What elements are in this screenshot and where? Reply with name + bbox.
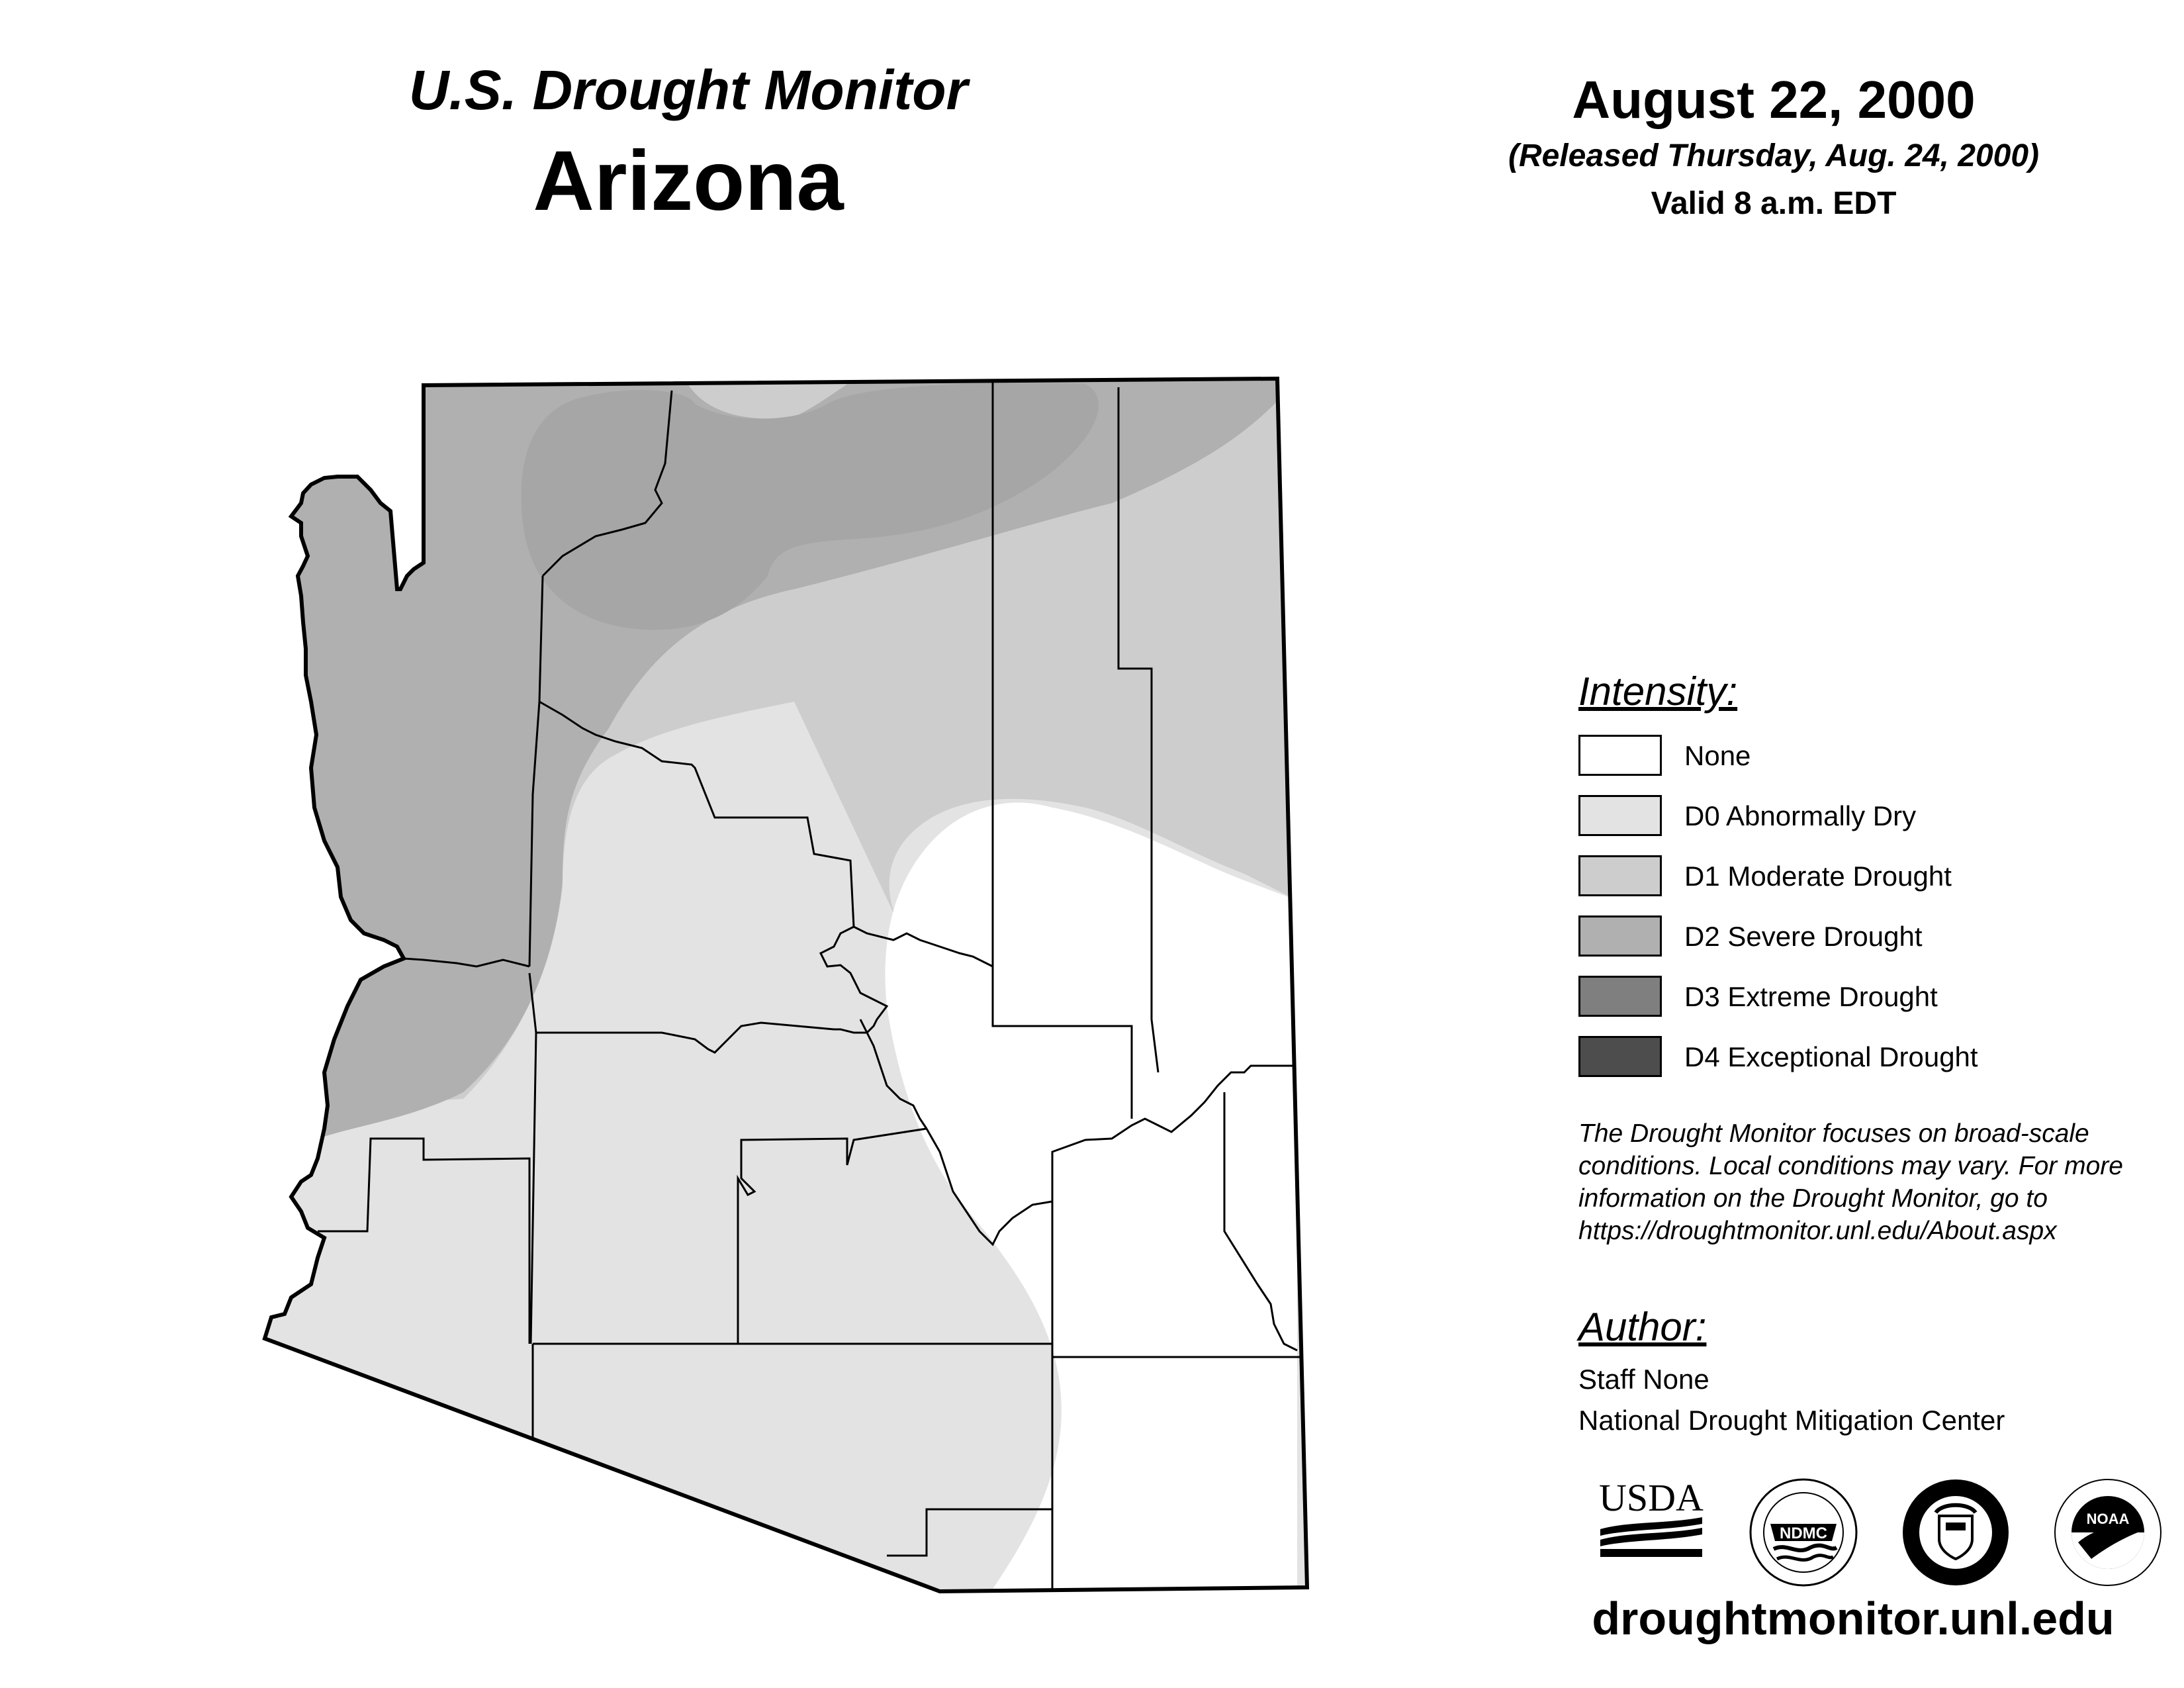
disclaimer-link[interactable]: https://droughtmonitor.unl.edu/About.aspx bbox=[1578, 1217, 2057, 1245]
map-date: August 22, 2000 bbox=[1572, 70, 1976, 129]
legend-item-d4 bbox=[1578, 1036, 2121, 1078]
legend-label-d4: D4 Exceptional Drought bbox=[1684, 1041, 1978, 1072]
usda-logo-text: USDA bbox=[1599, 1476, 1704, 1519]
disclaimer bbox=[1578, 1117, 2161, 1247]
legend-swatch-d3 bbox=[1578, 976, 1662, 1017]
author-title: Author: bbox=[1578, 1305, 1707, 1349]
ndmc-logo-text: NDMC bbox=[1780, 1524, 1827, 1542]
noaa-logo bbox=[2052, 1476, 2164, 1589]
product-title: U.S. Drought Monitor bbox=[408, 59, 968, 121]
disclaimer-line: conditions. Local conditions may vary. For more bbox=[1578, 1152, 2123, 1180]
usda-logo bbox=[1595, 1476, 1707, 1562]
legend-label-d1: D1 Moderate Drought bbox=[1684, 861, 1952, 892]
author-organization: National Drought Mitigation Center bbox=[1578, 1405, 2005, 1436]
legend-item-d0 bbox=[1578, 795, 2121, 837]
legend-label-d0: D0 Abnormally Dry bbox=[1684, 800, 1917, 831]
legend-label-none: None bbox=[1684, 740, 1751, 771]
ndmc-logo bbox=[1747, 1476, 1860, 1589]
legend-swatch-d4 bbox=[1578, 1036, 1662, 1077]
legend-title: Intensity: bbox=[1578, 669, 1738, 714]
disclaimer-line: information on the Drought Monitor, go to bbox=[1578, 1184, 2048, 1213]
legend-swatch-d2 bbox=[1578, 915, 1662, 957]
disclaimer-line: The Drought Monitor focuses on broad-scale bbox=[1578, 1119, 2089, 1148]
commerce-seal-logo bbox=[1899, 1476, 2012, 1589]
state-name: Arizona bbox=[533, 134, 844, 228]
legend-label-d2: D2 Severe Drought bbox=[1684, 921, 1923, 952]
legend-item-none bbox=[1578, 735, 2121, 777]
legend-item-d2 bbox=[1578, 915, 2121, 958]
noaa-logo-text: NOAA bbox=[2086, 1511, 2130, 1527]
legend-swatch-d0 bbox=[1578, 795, 1662, 836]
legend-item-d3 bbox=[1578, 976, 2121, 1018]
release-note: (Released Thursday, Aug. 24, 2000) bbox=[1508, 138, 2040, 173]
legend-swatch-none bbox=[1578, 735, 1662, 776]
site-url[interactable]: droughtmonitor.unl.edu bbox=[1592, 1593, 2115, 1644]
legend-item-d1 bbox=[1578, 855, 2121, 898]
legend-label-d3: D3 Extreme Drought bbox=[1684, 981, 1938, 1012]
legend-swatch-d1 bbox=[1578, 855, 1662, 896]
author-name: Staff None bbox=[1578, 1364, 1709, 1395]
valid-time: Valid 8 a.m. EDT bbox=[1651, 186, 1897, 221]
